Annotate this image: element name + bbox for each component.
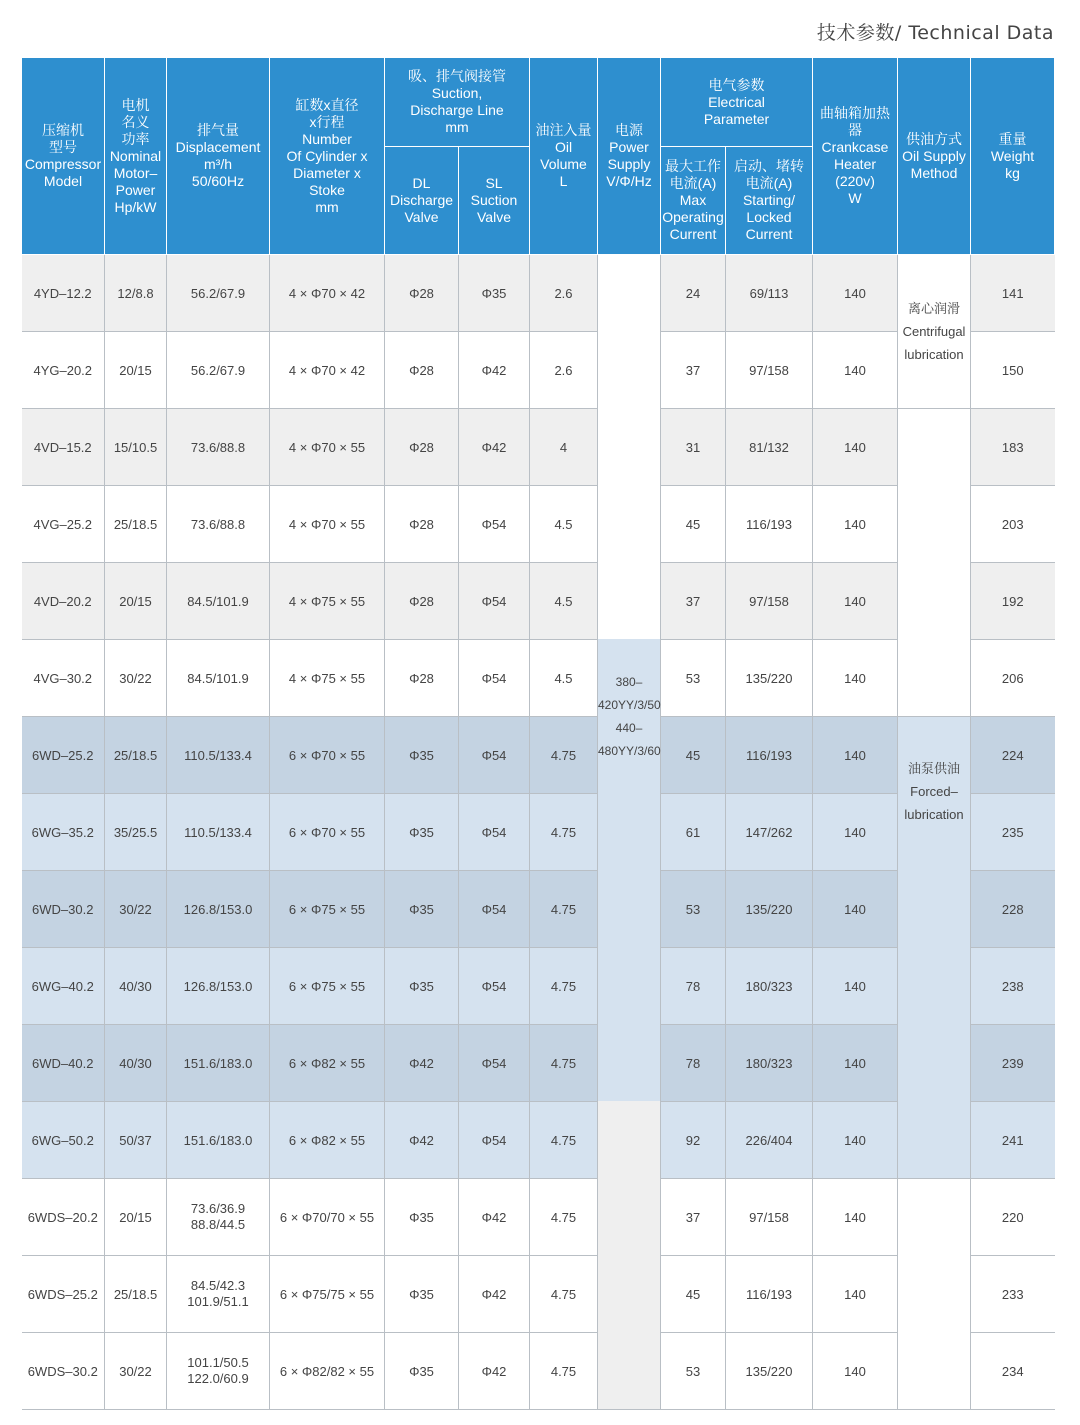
cell-discharge-valve: Φ28 (385, 640, 459, 717)
cell-suction-valve: Φ42 (459, 332, 530, 409)
cell-displacement: 126.8/153.0 (167, 948, 270, 1025)
cell-suction-valve: Φ54 (459, 948, 530, 1025)
cell-displacement: 110.5/133.4 (167, 794, 270, 871)
cell-discharge-valve: Φ35 (385, 948, 459, 1025)
cell-crankcase-heater: 140 (813, 1333, 898, 1410)
cell-max-operating-current: 61 (661, 794, 726, 871)
cell-suction-valve: Φ42 (459, 1333, 530, 1410)
cell-crankcase-heater: 140 (813, 871, 898, 948)
cell-crankcase-heater: 140 (813, 948, 898, 1025)
header-motor-power: 电机 名义 功率 Nominal Motor– Power Hp/kW (105, 58, 167, 255)
cell-displacement: 56.2/67.9 (167, 332, 270, 409)
cell-discharge-valve: Φ35 (385, 717, 459, 794)
cell-cylinders: 4 × Φ75 × 55 (270, 640, 385, 717)
header-oil-volume: 油注入量 Oil Volume L (530, 58, 598, 255)
cell-locked-current: 226/404 (726, 1102, 813, 1179)
cell-weight: 239 (971, 1025, 1055, 1102)
cell-suction-valve: Φ54 (459, 717, 530, 794)
cell-weight: 241 (971, 1102, 1055, 1179)
cell-motor-power: 50/37 (105, 1102, 167, 1179)
cell-oil-volume: 2.6 (530, 332, 598, 409)
cell-crankcase-heater: 140 (813, 1179, 898, 1256)
cell-crankcase-heater: 140 (813, 332, 898, 409)
cell-power-supply (598, 255, 661, 1410)
cell-displacement: 84.5/42.3 101.9/51.1 (167, 1256, 270, 1333)
cell-crankcase-heater: 140 (813, 1025, 898, 1102)
cell-locked-current: 69/113 (726, 255, 813, 332)
header-suction-discharge-line: 吸、排气阀接管 Suction, Discharge Line mm (385, 58, 530, 147)
cell-suction-valve: Φ54 (459, 563, 530, 640)
cell-motor-power: 35/25.5 (105, 794, 167, 871)
cell-oil-supply-blank-2 (898, 1179, 971, 1410)
header-locked-current: 启动、堵转 电流(A) Starting/ Locked Current (726, 147, 813, 255)
header-crankcase-heater: 曲轴箱加热器 Crankcase Heater (220v) W (813, 58, 898, 255)
header-max-operating-current: 最大工作 电流(A) Max Operating Current (661, 147, 726, 255)
cell-motor-power: 25/18.5 (105, 486, 167, 563)
cell-displacement: 151.6/183.0 (167, 1102, 270, 1179)
cell-locked-current: 180/323 (726, 1025, 813, 1102)
cell-weight: 224 (971, 717, 1055, 794)
cell-oil-supply-centrifugal: 离心润滑 Centrifugal lubrication (898, 255, 971, 409)
cell-weight: 192 (971, 563, 1055, 640)
cell-suction-valve: Φ54 (459, 640, 530, 717)
cell-max-operating-current: 78 (661, 1025, 726, 1102)
cell-discharge-valve: Φ35 (385, 871, 459, 948)
cell-motor-power: 20/15 (105, 1179, 167, 1256)
cell-motor-power: 15/10.5 (105, 409, 167, 486)
cell-weight: 234 (971, 1333, 1055, 1410)
cell-motor-power: 25/18.5 (105, 1256, 167, 1333)
cell-discharge-valve: Φ35 (385, 1256, 459, 1333)
technical-data-table (21, 57, 1055, 1410)
power-supply-text: 380– 420YY/3/50 440– 480YY/3/60 (598, 675, 661, 758)
cell-oil-volume: 4.75 (530, 717, 598, 794)
cell-displacement: 73.6/88.8 (167, 409, 270, 486)
cell-crankcase-heater: 140 (813, 1102, 898, 1179)
cell-model: 4VD–20.2 (22, 563, 105, 640)
cell-suction-valve: Φ54 (459, 486, 530, 563)
cell-oil-volume: 4.5 (530, 563, 598, 640)
cell-max-operating-current: 24 (661, 255, 726, 332)
cell-cylinders: 4 × Φ70 × 42 (270, 332, 385, 409)
cell-displacement: 84.5/101.9 (167, 563, 270, 640)
cell-cylinders: 6 × Φ75 × 55 (270, 871, 385, 948)
cell-discharge-valve: Φ28 (385, 332, 459, 409)
cell-suction-valve: Φ54 (459, 1102, 530, 1179)
cell-weight: 233 (971, 1256, 1055, 1333)
cell-cylinders: 4 × Φ70 × 55 (270, 409, 385, 486)
cell-oil-volume: 4.75 (530, 794, 598, 871)
cell-discharge-valve: Φ42 (385, 1025, 459, 1102)
header-model: 压缩机 型号 Compressor Model (22, 58, 105, 255)
cell-weight: 203 (971, 486, 1055, 563)
cell-oil-supply-forced: 油泵供油 Forced– lubrication (898, 717, 971, 1179)
cell-oil-volume: 4.75 (530, 1333, 598, 1410)
cell-cylinders: 4 × Φ70 × 55 (270, 486, 385, 563)
cell-weight: 228 (971, 871, 1055, 948)
cell-weight: 235 (971, 794, 1055, 871)
cell-locked-current: 81/132 (726, 409, 813, 486)
cell-oil-volume: 4.5 (530, 486, 598, 563)
cell-discharge-valve: Φ28 (385, 563, 459, 640)
header-displacement: 排气量 Displacement m³/h 50/60Hz (167, 58, 270, 255)
cell-locked-current: 116/193 (726, 1256, 813, 1333)
cell-motor-power: 30/22 (105, 871, 167, 948)
cell-discharge-valve: Φ35 (385, 1333, 459, 1410)
cell-cylinders: 6 × Φ75/75 × 55 (270, 1256, 385, 1333)
cell-weight: 238 (971, 948, 1055, 1025)
cell-oil-volume: 4.75 (530, 871, 598, 948)
cell-crankcase-heater: 140 (813, 717, 898, 794)
cell-weight: 220 (971, 1179, 1055, 1256)
cell-model: 6WDS–20.2 (22, 1179, 105, 1256)
cell-motor-power: 40/30 (105, 1025, 167, 1102)
cell-max-operating-current: 53 (661, 640, 726, 717)
cell-model: 6WD–40.2 (22, 1025, 105, 1102)
cell-crankcase-heater: 140 (813, 255, 898, 332)
cell-crankcase-heater: 140 (813, 1256, 898, 1333)
cell-locked-current: 116/193 (726, 486, 813, 563)
cell-displacement: 73.6/36.9 88.8/44.5 (167, 1179, 270, 1256)
cell-displacement: 101.1/50.5 122.0/60.9 (167, 1333, 270, 1410)
cell-suction-valve: Φ42 (459, 1179, 530, 1256)
cell-oil-volume: 4.75 (530, 948, 598, 1025)
cell-locked-current: 97/158 (726, 1179, 813, 1256)
cell-crankcase-heater: 140 (813, 640, 898, 717)
cell-locked-current: 135/220 (726, 871, 813, 948)
cell-displacement: 151.6/183.0 (167, 1025, 270, 1102)
table-row (22, 409, 1055, 486)
cell-model: 4VG–25.2 (22, 486, 105, 563)
cell-max-operating-current: 53 (661, 871, 726, 948)
page-title: 技术参数/ Technical Data (816, 22, 1054, 44)
cell-model: 6WG–50.2 (22, 1102, 105, 1179)
cell-displacement: 126.8/153.0 (167, 871, 270, 948)
cell-displacement: 73.6/88.8 (167, 486, 270, 563)
header-power-supply: 电源 Power Supply V/Φ/Hz (598, 58, 661, 255)
cell-motor-power: 30/22 (105, 1333, 167, 1410)
cell-weight: 206 (971, 640, 1055, 717)
cell-locked-current: 180/323 (726, 948, 813, 1025)
cell-motor-power: 25/18.5 (105, 717, 167, 794)
cell-max-operating-current: 78 (661, 948, 726, 1025)
cell-locked-current: 97/158 (726, 563, 813, 640)
cell-max-operating-current: 37 (661, 332, 726, 409)
cell-model: 6WDS–25.2 (22, 1256, 105, 1333)
cell-suction-valve: Φ54 (459, 1025, 530, 1102)
cell-displacement: 84.5/101.9 (167, 640, 270, 717)
cell-model: 4YD–12.2 (22, 255, 105, 332)
cell-weight: 150 (971, 332, 1055, 409)
cell-discharge-valve: Φ28 (385, 486, 459, 563)
table-body (22, 255, 1055, 1410)
cell-max-operating-current: 31 (661, 409, 726, 486)
header-discharge-valve: DL Discharge Valve (385, 147, 459, 255)
cell-oil-volume: 4 (530, 409, 598, 486)
cell-locked-current: 116/193 (726, 717, 813, 794)
cell-discharge-valve: Φ35 (385, 1179, 459, 1256)
cell-suction-valve: Φ35 (459, 255, 530, 332)
cell-max-operating-current: 37 (661, 1179, 726, 1256)
cell-max-operating-current: 45 (661, 1256, 726, 1333)
cell-weight: 183 (971, 409, 1055, 486)
cell-max-operating-current: 92 (661, 1102, 726, 1179)
cell-discharge-valve: Φ35 (385, 794, 459, 871)
cell-locked-current: 135/220 (726, 640, 813, 717)
cell-suction-valve: Φ42 (459, 1256, 530, 1333)
cell-motor-power: 20/15 (105, 332, 167, 409)
cell-cylinders: 4 × Φ75 × 55 (270, 563, 385, 640)
cell-cylinders: 6 × Φ82/82 × 55 (270, 1333, 385, 1410)
cell-model: 6WG–40.2 (22, 948, 105, 1025)
cell-motor-power: 40/30 (105, 948, 167, 1025)
cell-cylinders: 4 × Φ70 × 42 (270, 255, 385, 332)
cell-suction-valve: Φ54 (459, 794, 530, 871)
cell-locked-current: 135/220 (726, 1333, 813, 1410)
cell-model: 6WG–35.2 (22, 794, 105, 871)
cell-crankcase-heater: 140 (813, 794, 898, 871)
cell-oil-volume: 2.6 (530, 255, 598, 332)
header-electrical-parameter: 电气参数 Electrical Parameter (661, 58, 813, 147)
header-cylinders: 缸数x直径 x行程 Number Of Cylinder x Diameter x Stoke mm (270, 58, 385, 255)
cell-discharge-valve: Φ28 (385, 255, 459, 332)
cell-max-operating-current: 45 (661, 717, 726, 794)
cell-discharge-valve: Φ42 (385, 1102, 459, 1179)
cell-motor-power: 20/15 (105, 563, 167, 640)
cell-model: 6WD–30.2 (22, 871, 105, 948)
cell-locked-current: 147/262 (726, 794, 813, 871)
cell-oil-volume: 4.75 (530, 1179, 598, 1256)
cell-cylinders: 6 × Φ70 × 55 (270, 717, 385, 794)
cell-crankcase-heater: 140 (813, 563, 898, 640)
cell-model: 4YG–20.2 (22, 332, 105, 409)
cell-max-operating-current: 53 (661, 1333, 726, 1410)
cell-discharge-valve: Φ28 (385, 409, 459, 486)
cell-model: 6WDS–30.2 (22, 1333, 105, 1410)
header-oil-supply-method: 供油方式 Oil Supply Method (898, 58, 971, 255)
table-row (22, 255, 1055, 332)
cell-oil-volume: 4.75 (530, 1102, 598, 1179)
header-suction-valve: SL Suction Valve (459, 147, 530, 255)
cell-suction-valve: Φ42 (459, 409, 530, 486)
cell-cylinders: 6 × Φ82 × 55 (270, 1102, 385, 1179)
table-row (22, 1179, 1055, 1256)
cell-motor-power: 12/8.8 (105, 255, 167, 332)
cell-model: 6WD–25.2 (22, 717, 105, 794)
cell-locked-current: 97/158 (726, 332, 813, 409)
cell-displacement: 110.5/133.4 (167, 717, 270, 794)
cell-oil-volume: 4.75 (530, 1025, 598, 1102)
cell-crankcase-heater: 140 (813, 486, 898, 563)
cell-crankcase-heater: 140 (813, 409, 898, 486)
cell-max-operating-current: 37 (661, 563, 726, 640)
cell-model: 4VG–30.2 (22, 640, 105, 717)
cell-oil-volume: 4.75 (530, 1256, 598, 1333)
cell-cylinders: 6 × Φ70/70 × 55 (270, 1179, 385, 1256)
cell-max-operating-current: 45 (661, 486, 726, 563)
cell-cylinders: 6 × Φ75 × 55 (270, 948, 385, 1025)
cell-motor-power: 30/22 (105, 640, 167, 717)
cell-suction-valve: Φ54 (459, 871, 530, 948)
cell-oil-volume: 4.5 (530, 640, 598, 717)
cell-oil-supply-blank (898, 409, 971, 717)
header-weight: 重量 Weight kg (971, 58, 1055, 255)
cell-model: 4VD–15.2 (22, 409, 105, 486)
cell-weight: 141 (971, 255, 1055, 332)
table-row (22, 717, 1055, 794)
cell-cylinders: 6 × Φ70 × 55 (270, 794, 385, 871)
cell-cylinders: 6 × Φ82 × 55 (270, 1025, 385, 1102)
cell-displacement: 56.2/67.9 (167, 255, 270, 332)
